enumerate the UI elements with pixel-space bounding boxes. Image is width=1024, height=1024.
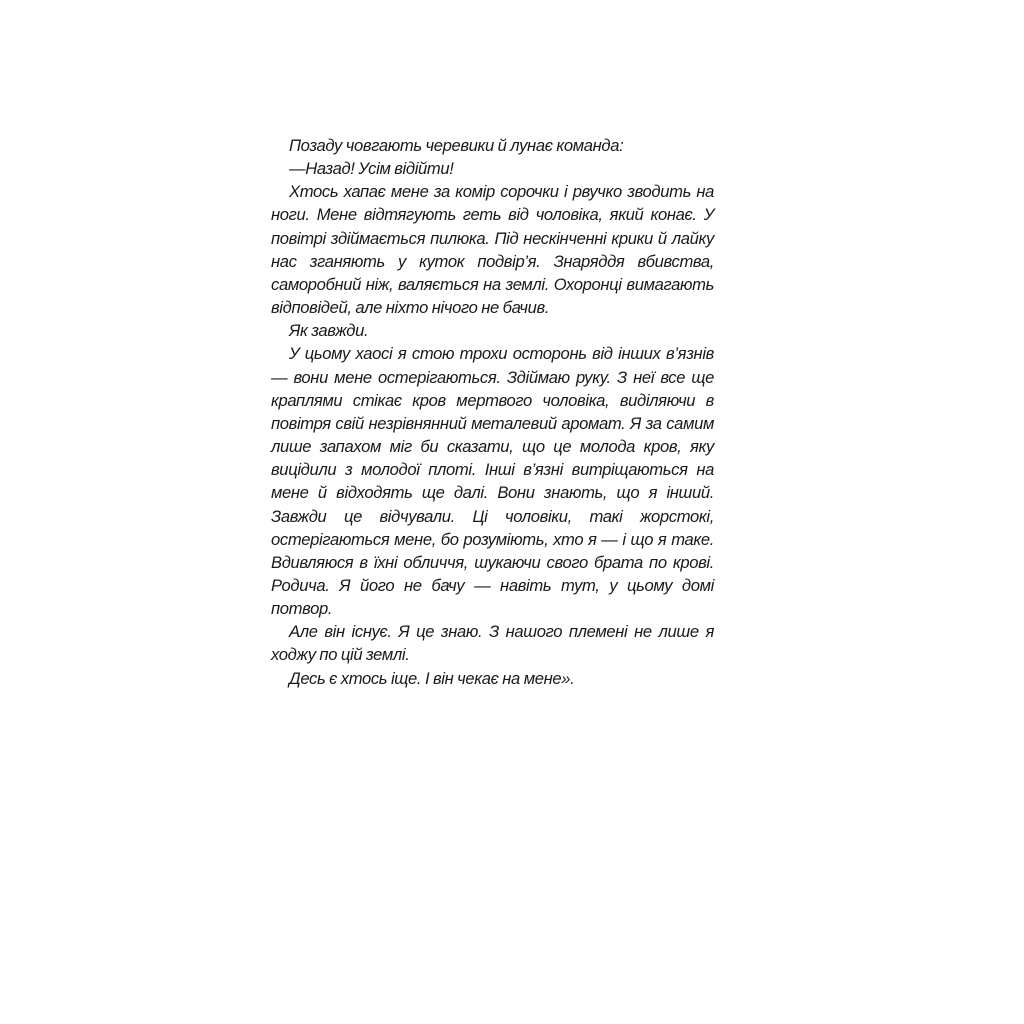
body-text bbox=[271, 134, 714, 690]
paragraph: Як завжди. bbox=[289, 321, 369, 341]
paragraph: Десь є хтось іще. І він чекає на мене». bbox=[289, 668, 575, 688]
paragraph: —Назад! Усім відійти! bbox=[289, 159, 454, 179]
paragraph: Але він існує. Я це знаю. З нашого племені не лише я ходжу по цій землі. bbox=[271, 622, 714, 665]
paragraph: Хтось хапає мене за комір сорочки і рвучко зводить на ноги. Мене відтягують геть від чоловіка, який конає. У повітрі здіймається пилюка. Під нескінченні крики й лайку нас зганяють у куток подвір’я. Знаряддя вбивства, саморобний ніж, валяється на землі. Охоронці вимагають відповідей, але ніхто нічого не бачив. bbox=[271, 182, 714, 318]
paragraph: У цьому хаосі я стою трохи осторонь від інших в’язнів — вони мене остерігаються. Здіймаю руку. З неї все ще краплями стікає кров мертвого чоловіка, виділяючи в повітря свій незрівнянний металевий аромат. Я за самим лише запахом міг би сказати, що це молода кров, яку вицідили з молодої плоті. Інші в’язні витріщаються на мене й відходять ще далі. Вони знають, що я інший. Завжди це відчували. Ці чоловіки, такі жорстокі, остерігаються мене, бо розуміють, хто я — і що я таке. Вдивляюся в їхні обличчя, шукаючи свого брата по крові. Родича. Я його не бачу — навіть тут, у цьому домі потвор. bbox=[271, 344, 714, 619]
paragraph: Позаду човгають черевики й лунає команда: bbox=[289, 136, 624, 155]
